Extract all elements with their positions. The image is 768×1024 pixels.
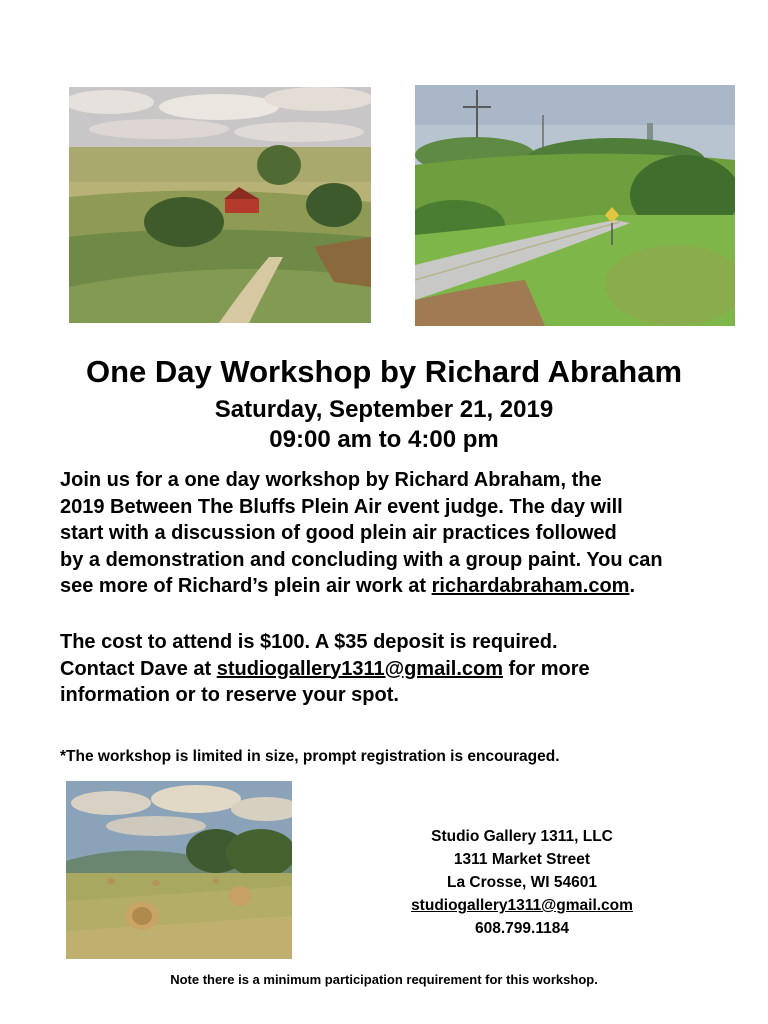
intro-text: . [629,575,636,597]
intro-line: by a demonstration and concluding with a group paint. You can [60,548,663,571]
cost-text: for more [503,657,590,680]
cost-paragraph [60,629,750,709]
intro-line [60,573,750,600]
cost-line: information or to reserve your spot. [60,684,399,706]
workshop-time: 09:00 am to 4:00 pm [269,426,499,453]
intro-line: Join us for a one day workshop by Richard Abraham, the [60,469,602,491]
hay-field-painting [66,781,292,959]
intro-text: see more of Richard’s plein air work at [60,575,432,597]
workshop-title: One Day Workshop by Richard Abraham [85,354,683,389]
intro-line: start with a discussion of good plein air practices followed [60,522,617,544]
intro-paragraph [60,467,750,600]
workshop-date: Saturday, September 21, 2019 [214,396,554,423]
phone-number: 608.799.1184 [475,920,569,937]
email-link[interactable]: studiogallery1311@gmail.com [216,657,503,680]
cost-line: The cost to attend is $100. A $35 deposit is required. [60,631,558,653]
hay-field-image [66,781,292,959]
contact-info [372,825,672,940]
country-road-image [415,85,735,326]
limited-size-note: *The workshop is limited in size, prompt registration is encouraged. [60,748,560,765]
contact-email-link[interactable]: studiogallery1311@gmail.com [411,897,633,914]
website-link[interactable]: richardabraham.com [431,575,630,597]
minimum-participation-note: Note there is a minimum participation requirement for this workshop. [170,972,598,987]
business-name: Studio Gallery 1311, LLC [431,828,613,845]
street-address: 1311 Market Street [453,851,591,868]
country-road-painting [415,85,735,326]
city-state-zip: La Crosse, WI 54601 [447,874,597,891]
farm-landscape-image [69,87,371,323]
cost-text: Contact Dave at [60,657,217,680]
intro-line: 2019 Between The Bluffs Plein Air event judge. The day will [60,495,623,518]
farm-landscape-painting [69,87,371,323]
cost-line [60,656,750,683]
